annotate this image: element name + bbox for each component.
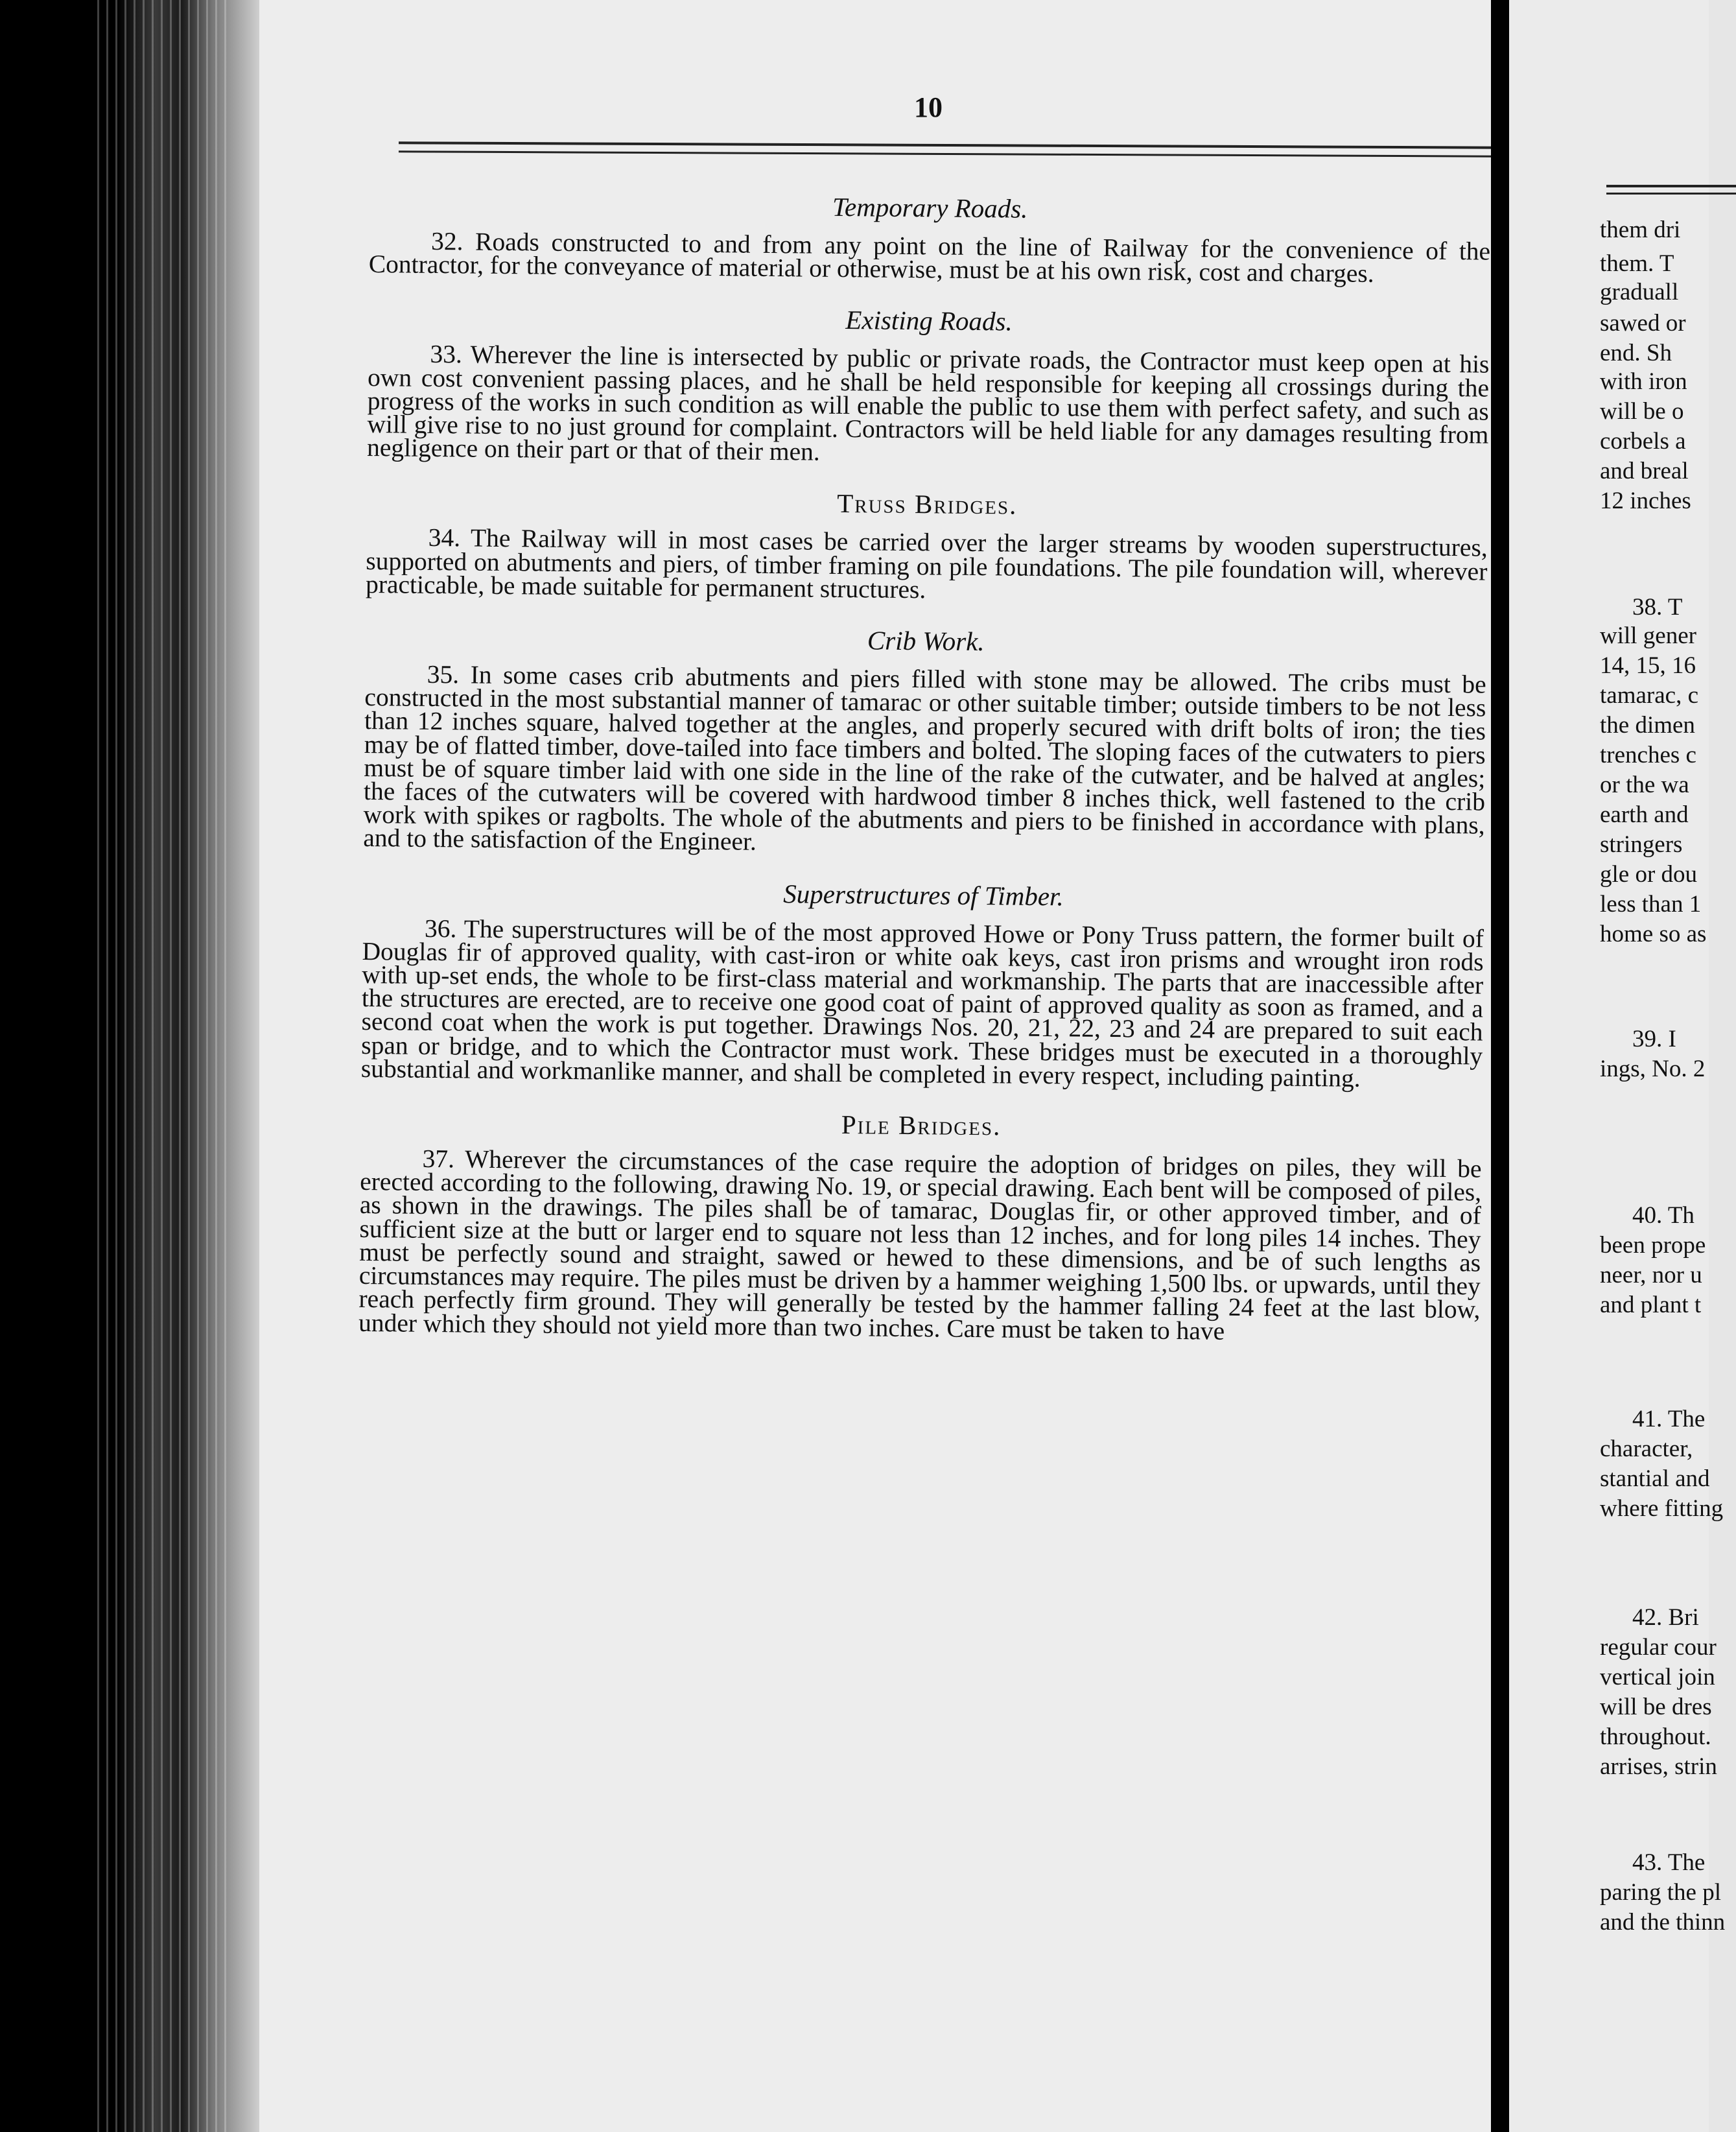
right-fragment-line: throughout. [1600, 1723, 1711, 1750]
right-fragment-line: or the wa [1600, 772, 1689, 798]
paragraph-35: 35. In some cases crib abutments and piers filled with stone may be allowed. The cribs must be constructed in the most substantial manner of tamarac or other suitable timber; outside timbers to be not less than 12 inches square, halved together at the angles, and properly secured with drift bolts of iron; the ties may be of flatted timber, dove-tailed into face timbers and bolted. The sloping faces of the cutwaters to piers must be of square timber laid with one side in the line of the rake of the cutwater, and be halved at angles; the faces of the cutwaters will be covered with hardwood timber 8 inches thick, well fastened to the crib work with spikes or ragbolts. The whole of the abutments and piers to be finished in accordance with plans, and to the satisfaction of the Engineer. [363, 659, 1486, 857]
page-gutter [1491, 0, 1509, 2132]
section-heading-superstructures-of-timber: Superstructures of Timber. [783, 878, 1064, 911]
right-fragment-line: 40. Th [1632, 1202, 1695, 1229]
right-fragment-line: 41. The [1632, 1406, 1706, 1432]
right-fragment-line: ings, No. 2 [1600, 1056, 1706, 1082]
right-fragment-line: 42. Bri [1632, 1604, 1699, 1631]
section-heading-existing-roads: Existing Roads. [845, 305, 1013, 337]
right-fragment-line: corbels a [1600, 428, 1686, 455]
right-fragment-line: them dri [1600, 217, 1681, 243]
right-fragment-line: vertical join [1600, 1664, 1715, 1690]
right-fragment-line: will be o [1600, 398, 1684, 425]
left-page [259, 0, 1491, 2132]
right-fragment-line: 43. The [1632, 1849, 1706, 1876]
right-page-partial [1509, 0, 1726, 2132]
right-fragment-line: will gener [1600, 622, 1696, 649]
right-fragment-line: been prope [1600, 1232, 1706, 1259]
right-fragment-line: graduall [1600, 279, 1679, 305]
right-fragment-line: 39. I [1632, 1026, 1676, 1052]
section-heading-pile-bridges: Pile Bridges. [841, 1109, 1002, 1141]
right-fragment-line: end. Sh [1600, 340, 1672, 366]
right-fragment-line: 12 inches [1600, 488, 1691, 514]
right-fragment-line: where fitting [1600, 1495, 1724, 1522]
header-double-rule [399, 141, 1501, 157]
right-fragment-line: and plant t [1600, 1292, 1702, 1318]
right-fragment-line: arrises, strin [1600, 1753, 1717, 1780]
right-fragment-line: regular cour [1600, 1634, 1717, 1661]
right-fragment-line: and breal [1600, 458, 1689, 484]
right-fragment-line: with iron [1600, 368, 1687, 395]
right-fragment-line: trenches c [1600, 742, 1696, 768]
right-fragment-line: home so as [1600, 921, 1707, 947]
paragraph-37: 37. Wherever the circumstances of the case require the adoption of bridges on piles, they will be erected according to the following, drawing No. 19, or special drawing. Each bent will be composed of piles, as shown in the drawings. The piles shall be of tamarac, Douglas fir, or other approved timber, and of sufficient size at the butt or larger end to square not less than 12 inches, and for long piles 14 inches. They must be perfectly sound and straight, sawed or hewed to these dimensions, and be of such lengths as circumstances may require. The piles must be driven by a hammer weighing 1,500 lbs. or upwards, until they reach perfectly firm ground. They will generally be tested by the hammer falling 24 feet at the last blow, under which they should not yield more than two inches. Care must be taken to have [358, 1144, 1482, 1345]
right-fragment-line: earth and [1600, 801, 1689, 828]
right-fragment-line: 14, 15, 16 [1600, 652, 1696, 679]
right-fragment-line: paring the pl [1600, 1879, 1722, 1906]
section-heading-truss-bridges: Truss Bridges. [837, 488, 1018, 521]
right-fragment-line: them. T [1600, 250, 1674, 277]
right-fragment-line: the dimen [1600, 712, 1695, 739]
right-fragment-line: and the thinn [1600, 1909, 1726, 1936]
right-page-header-rule [1606, 185, 1736, 195]
right-fragment-line: sawed or [1600, 310, 1686, 337]
paragraph-34: 34. The Railway will in most cases be carried over the larger streams by wooden superstructures, supported on abutments and piers, of timber framing on pile foundations. The pile foundation will, wherever practicable, be made suitable for permanent structures. [365, 523, 1488, 604]
right-fragment-line: tamarac, c [1600, 682, 1698, 709]
section-heading-temporary-roads: Temporary Roads. [832, 191, 1028, 224]
right-fragment-line: will be dres [1600, 1694, 1712, 1720]
right-fragment-line: neer, nor u [1600, 1262, 1702, 1288]
paragraph-33: 33. Wherever the line is intersected by public or private roads, the Contractor must keep open at his own cost convenient passing places, and he shall be held responsible for keeping all crossings during the progress of the works in such condition as will enable the public to use them with perfect safety, and such as will give rise to no just ground for complaint. Contractors will be held liable for any damages resulting from negligence on their part or that of their men. [366, 340, 1490, 466]
right-fragment-line: 38. T [1632, 594, 1683, 621]
paragraph-32: 32. Roads constructed to and from any point on the line of Railway for the convenience of the Contractor, for the conveyance of material or otherwise, must be at his own risk, cost and charges. [368, 226, 1491, 289]
page-number: 10 [914, 91, 943, 123]
right-fragment-line: character, [1600, 1436, 1693, 1462]
paragraph-36: 36. The superstructures will be of the most approved Howe or Pony Truss pattern, the former built of Douglas fir of approved quality, with cast-iron or white oak keys, cast iron prisms and wrought iron rods with up-set ends, the whole to be first-class material and workmanship. The parts that are inaccessible after the structures are erected, are to receive one good coat of paint of approved quality as soon as framed, and a second coat when the work is put together. Drawings Nos. 20, 21, 22, 23 and 24 are prepared to suit each span or bridge, and to which the Contractor must work. These bridges must be executed in a thoroughly substantial and workmanlike manner, and shall be completed in every respect, including painting. [360, 914, 1484, 1093]
right-fragment-line: stantial and [1600, 1465, 1710, 1492]
page-content [358, 185, 1491, 1367]
right-fragment-line: less than 1 [1600, 891, 1702, 918]
binding-edge-texture [97, 0, 233, 2132]
section-heading-crib-work: Crib Work. [867, 625, 985, 657]
right-fragment-line: gle or dou [1600, 861, 1698, 888]
right-fragment-line: stringers [1600, 831, 1683, 858]
